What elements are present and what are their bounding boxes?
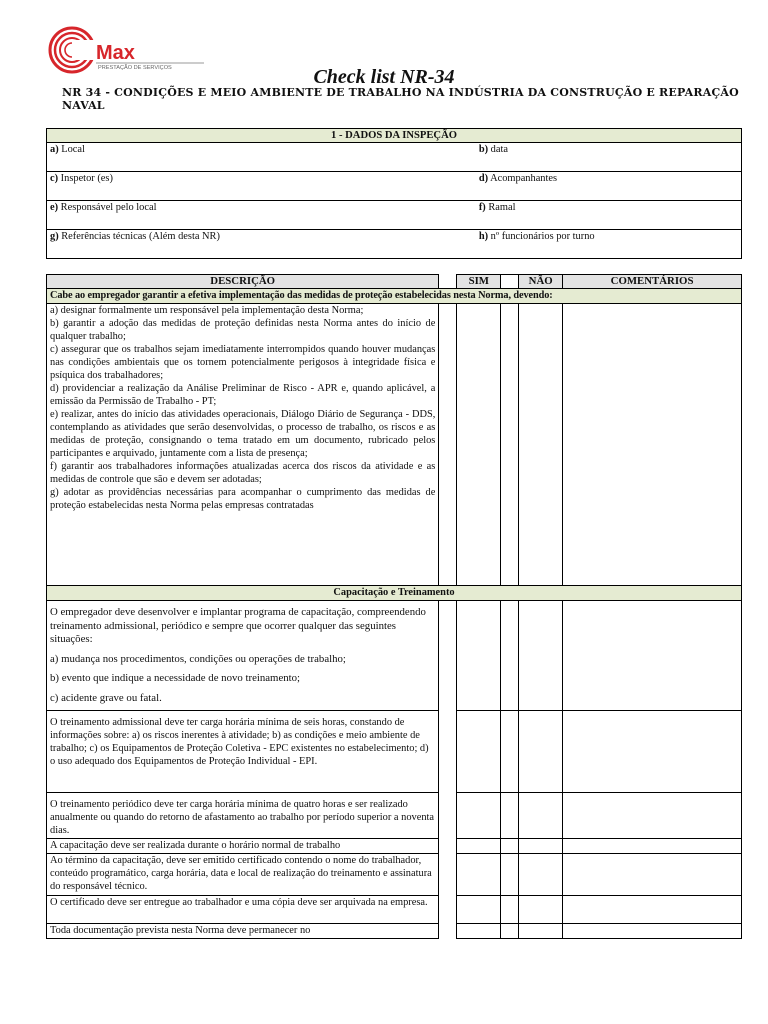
list-item: b) evento que indique a necessidade de novo treinamento;	[50, 672, 301, 684]
field-inspetor[interactable]: c) Inspetor (es)	[47, 172, 476, 201]
field-acompanhantes[interactable]: d) Acompanhantes	[476, 172, 742, 201]
list-item: c) assegurar que os trabalhos sejam imediatamente interrompidos quando houver mudanças nas condições ambientais que os tornem potencialmente perigosos à integridade física e psíquica dos trabalhadores;	[50, 344, 436, 381]
field-referencias[interactable]: g) Referências técnicas (Além desta NR)	[47, 230, 476, 259]
sim-cell[interactable]	[457, 896, 501, 924]
sim-cell[interactable]	[457, 854, 501, 896]
sim-cell[interactable]	[457, 711, 501, 793]
field-funcionarios[interactable]: h) nº funcionários por turno	[476, 230, 742, 259]
table-row: O treinamento periódico deve ter carga horária mínima de quatro horas e ser realizado anualmente ou quando do retorno de afastamento ao trabalho por período superior a noventa dias.	[47, 793, 439, 839]
section-band-training: Capacitação e Treinamento	[47, 586, 742, 601]
comentarios-cell[interactable]	[563, 711, 742, 793]
list-item: e) realizar, antes do início das atividades operacionais, Diálogo Diário de Segurança - DDS, contemplando as atividades que serão desenvolvidas, o processo de trabalho, os riscos e as medidas de proteção, consignando o tema tratado em um documento, rubricado pelos participantes e arquivado, juntamente com a lista de presença;	[50, 409, 436, 459]
comentarios-cell[interactable]	[563, 304, 742, 586]
nao-cell[interactable]	[519, 793, 563, 839]
list-item: c) acidente grave ou fatal.	[50, 691, 162, 704]
nao-cell[interactable]	[519, 304, 563, 586]
table-row: Ao término da capacitação, deve ser emitido certificado contendo o nome do trabalhador, conteúdo programático, carga horária, data e local de realização do treinamento e assinatura do responsável técnico.	[47, 854, 439, 896]
nao-cell[interactable]	[519, 711, 563, 793]
field-local[interactable]: a) Local	[47, 143, 476, 172]
list-item: b) garantir a adoção das medidas de proteção definidas nesta Norma antes do início de qualquer trabalho;	[50, 318, 436, 342]
sim-cell[interactable]	[457, 304, 501, 586]
page-subtitle: NR 34 - CONDIÇÕES E MEIO AMBIENTE DE TRABALHO NA INDÚSTRIA DA CONSTRUÇÃO E REPARAÇÃO NAVAL	[62, 86, 739, 112]
sim-cell[interactable]	[457, 793, 501, 839]
comentarios-cell[interactable]	[563, 924, 742, 939]
nao-cell[interactable]	[519, 924, 563, 939]
nao-cell[interactable]	[519, 854, 563, 896]
comentarios-cell[interactable]	[563, 839, 742, 854]
checklist-table	[46, 274, 742, 939]
sim-cell[interactable]	[457, 839, 501, 854]
header-descricao: DESCRIÇÃO	[47, 275, 439, 289]
nao-cell[interactable]	[519, 839, 563, 854]
comentarios-cell[interactable]	[563, 896, 742, 924]
list-item: O empregador deve desenvolver e implantar programa de capacitação, compreendendo treinamento admissional, periódico e sempre que ocorrer qualquer das seguintes situações:	[50, 606, 426, 645]
inspection-table	[46, 128, 742, 259]
nao-cell[interactable]	[519, 896, 563, 924]
logo-name: Max	[96, 42, 135, 64]
header-sim: SIM	[457, 275, 501, 289]
header-nao: NÃO	[519, 275, 563, 289]
comentarios-cell[interactable]	[563, 854, 742, 896]
nao-cell[interactable]	[519, 601, 563, 711]
list-item: f) garantir aos trabalhadores informações atualizadas acerca dos riscos da atividade e as medidas de controle que são e devem ser adotadas;	[50, 461, 436, 485]
employer-duties-list	[47, 304, 439, 586]
field-ramal[interactable]: f) Ramal	[476, 201, 742, 230]
logo-tagline: PRESTAÇÃO DE SERVIÇOS	[98, 65, 172, 71]
list-item: a) mudança nos procedimentos, condições ou operações de trabalho;	[50, 652, 346, 665]
field-data[interactable]: b) data	[476, 143, 742, 172]
table-row: Toda documentação prevista nesta Norma deve permanecer no	[47, 924, 439, 939]
header-comentarios: COMENTÁRIOS	[563, 275, 742, 289]
table-row: O certificado deve ser entregue ao trabalhador e uma cópia deve ser arquivada na empresa.	[47, 896, 439, 924]
list-item: d) providenciar a realização da Análise Preliminar de Risco - APR e, quando aplicável, a emissão da Permissão de Trabalho - PT;	[50, 383, 436, 407]
inspection-header: 1 - DADOS DA INSPEÇÃO	[47, 129, 742, 143]
list-item: a) designar formalmente um responsável pela implementação desta Norma;	[50, 305, 364, 316]
sim-cell[interactable]	[457, 924, 501, 939]
table-row: A capacitação deve ser realizada durante o horário normal de trabalho	[47, 839, 439, 854]
table-row: O treinamento admissional deve ter carga horária mínima de seis horas, constando de informações sobre: a) os riscos inerentes à atividade; b) as condições e meio ambiente de trabalho; c) os Equipamentos de Proteção Coletiva - EPC existentes no estabelecimento; d) o uso adequado dos Equipamentos de Proteção Individual - EPI.	[47, 711, 439, 793]
page-title: Check list NR-34	[313, 66, 455, 88]
comentarios-cell[interactable]	[563, 601, 742, 711]
training-program	[47, 601, 439, 711]
field-responsavel[interactable]: e) Responsável pelo local	[47, 201, 476, 230]
list-item: g) adotar as providências necessárias para acompanhar o cumprimento das medidas de proteção estabelecidas nesta Norma pelas empresas contratadas	[50, 487, 436, 511]
section-band-employer: Cabe ao empregador garantir a efetiva implementação das medidas de proteção estabelecidas nesta Norma, devendo:	[47, 289, 742, 304]
sim-cell[interactable]	[457, 601, 501, 711]
comentarios-cell[interactable]	[563, 793, 742, 839]
